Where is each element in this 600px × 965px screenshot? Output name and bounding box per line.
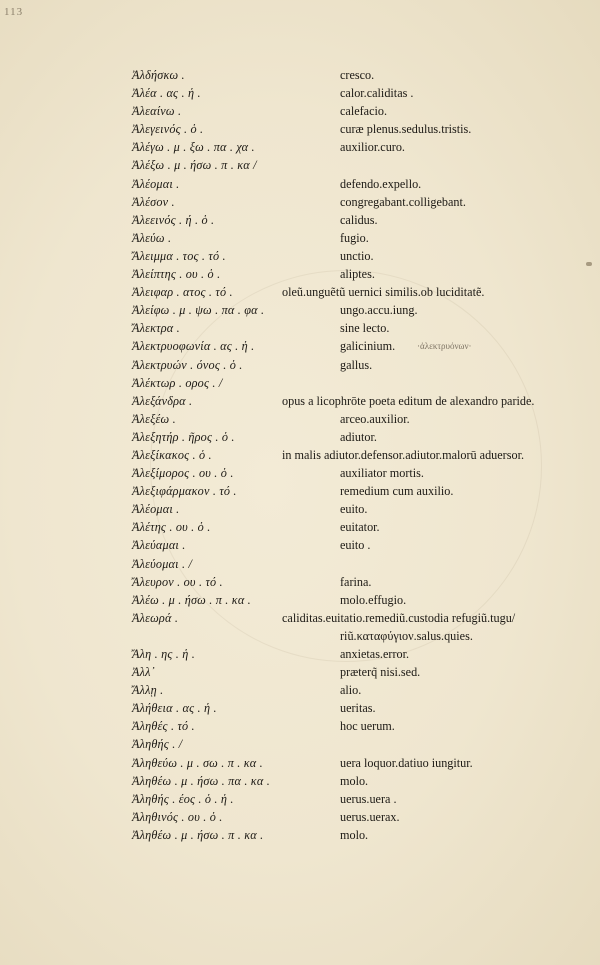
greek-headword: Ἀλέομαι . [132, 176, 180, 191]
greek-headword: Ἀλέκτωρ . ορος . / [132, 375, 223, 390]
greek-headword: Ἀλέγω . μ . ξω . πα . χα . [132, 140, 255, 155]
greek-headword: Ἀλείπτης . ου . ὁ . [132, 267, 221, 282]
dictionary-entry [132, 392, 592, 410]
greek-headword: Ἀλέα . ας . ἡ . [132, 86, 201, 101]
latin-gloss: oleũ.unguẽtũ uernici similis.ob luciditatẽ. [282, 285, 485, 300]
latin-gloss: remedium cum auxilio. [340, 484, 454, 499]
dictionary-entry [132, 446, 592, 464]
latin-gloss: uera loquor.datiuo iungitur. [340, 755, 473, 770]
dictionary-entry [132, 156, 592, 174]
greek-headword: Ἀλεαίνω . [132, 104, 182, 119]
latin-gloss: fugio. [340, 230, 369, 245]
greek-headword: Ἀλέτης . ου . ὁ . [132, 520, 211, 535]
greek-headword: Ἄλευρον . ου . τό . [132, 574, 223, 589]
latin-gloss: alio. [340, 683, 362, 698]
latin-gloss: opus a licophrōte poeta editum de alexandro paride. [282, 393, 535, 408]
dictionary-entry [132, 482, 592, 500]
dictionary-entry [132, 319, 592, 337]
dictionary-entry [132, 120, 592, 138]
latin-gloss: defendo.expello. [340, 176, 422, 191]
dictionary-entry [132, 681, 592, 699]
greek-headword: Ἀλέω . μ . ήσω . π . κα . [132, 592, 251, 607]
latin-gloss: anxietas.error. [340, 647, 410, 661]
greek-headword: Ἄλλῃ . [132, 683, 164, 698]
dictionary-entry [132, 337, 592, 355]
latin-gloss: molo.effugio. [340, 592, 407, 607]
latin-gloss: ueritas. [340, 701, 376, 716]
greek-headword: Ἀλέομαι . [132, 502, 180, 517]
greek-headword: Ἀληθέω . μ . ήσω . π . κα . [132, 827, 264, 842]
greek-headword: Ἀλεωρά . [132, 610, 179, 625]
greek-headword: Ἀλήθεια . ας . ἡ . [132, 701, 217, 716]
latin-gloss: auxiliator mortis. [340, 466, 424, 481]
greek-headword: Ἀλλ᾽ [132, 665, 155, 680]
dictionary-entry [132, 138, 592, 156]
dictionary-entry [132, 518, 592, 536]
latin-gloss: euitator. [340, 520, 380, 535]
greek-headword: Ἀλεεινός . ή . ὁ . [132, 212, 215, 227]
latin-gloss: in malis adiutor.defensor.adiutor.malorū aduersor. [282, 447, 525, 462]
dictionary-entry [132, 663, 592, 681]
latin-gloss: caliditas.euitatio.remediũ.custodia refugiũ.tugu/ [282, 610, 516, 625]
greek-headword: Ἀλέξω . μ . ήσω . π . κα / [132, 158, 257, 173]
greek-headword: Ἀλεύω . [132, 230, 172, 245]
greek-headword: Ἀλεξίμορος . ου . ὁ . [132, 466, 234, 481]
dictionary-entry [132, 500, 592, 518]
greek-headword: Ἀληθής . / [132, 737, 183, 752]
latin-gloss: cresco. [340, 68, 375, 82]
greek-headword: Ἀλεξιφάρμακον . τό . [132, 484, 237, 499]
latin-gloss: auxilior.curo. [340, 140, 405, 155]
greek-headword: Ἀλείφω . μ . ψω . πα . φα . [132, 303, 265, 318]
dictionary-entry [132, 84, 592, 102]
latin-gloss: molo. [340, 827, 369, 842]
dictionary-entry [132, 247, 592, 265]
dictionary-entry [132, 374, 592, 392]
latin-gloss: congregabant.colligebant. [340, 194, 466, 209]
dictionary-entry [132, 301, 592, 319]
latin-gloss: gallus. [340, 357, 373, 372]
greek-headword: Ἀληθέω . μ . ήσω . πα . κα . [132, 773, 270, 788]
dictionary-entry [132, 591, 592, 609]
latin-gloss: galicinium. [340, 339, 396, 354]
dictionary-entry [132, 826, 592, 844]
dictionary-entry [132, 428, 592, 446]
greek-headword: Ἀλδήσκω . [132, 68, 185, 82]
greek-headword: Ἄλειμμα . τος . τό . [132, 248, 226, 263]
dictionary-entry [132, 627, 592, 645]
dictionary-entry [132, 265, 592, 283]
dictionary-entry [132, 645, 592, 663]
latin-gloss: calefacio. [340, 104, 388, 119]
latin-gloss: riũ.καταφύγιον.salus.quies. [340, 628, 473, 643]
dictionary-entry [132, 609, 592, 627]
greek-headword: Ἀληθής . έος . ὁ . ἡ . [132, 791, 234, 806]
latin-gloss: molo. [340, 773, 369, 788]
dictionary-entry [132, 464, 592, 482]
folio-number: 113 [4, 6, 24, 18]
dictionary-entry [132, 356, 592, 374]
dictionary-entry [132, 410, 592, 428]
greek-headword: Ἄλη . ης . ἡ . [132, 647, 195, 661]
dictionary-entry [132, 229, 592, 247]
greek-headword: Ἀλεύαμαι . [132, 538, 186, 553]
dictionary-entry [132, 175, 592, 193]
dictionary-entry [132, 66, 592, 84]
latin-gloss: unctio. [340, 248, 374, 263]
latin-gloss: adiutor. [340, 429, 377, 444]
dictionary-entry [132, 790, 592, 808]
dictionary-entry [132, 772, 592, 790]
latin-gloss: euito . [340, 538, 371, 553]
greek-headword: Ἀλεξάνδρα . [132, 393, 193, 408]
greek-headword: Ἀλεκτρυών . όνος . ὁ . [132, 357, 243, 372]
greek-headword: Ἀληθεύω . μ . σω . π . κα . [132, 755, 263, 770]
latin-gloss: euito. [340, 502, 368, 517]
greek-headword: Ἀληθινός . ου . ὁ . [132, 809, 223, 824]
latin-gloss: ungo.accu.iung. [340, 303, 418, 318]
dictionary-entry [132, 211, 592, 229]
latin-gloss: hoc uerum. [340, 719, 395, 734]
greek-headword: Ἀλεγεινός . ὁ . [132, 122, 204, 137]
greek-headword: Ἄλεκτρα . [132, 321, 180, 336]
dictionary-entry [132, 102, 592, 120]
greek-headword: Ἀλεύομαι . / [132, 556, 193, 571]
dictionary-entry [132, 699, 592, 717]
dictionary-entry [132, 193, 592, 211]
latin-gloss: farina. [340, 574, 372, 589]
latin-gloss: uerus.uerax. [340, 809, 400, 824]
latin-gloss: curæ plenus.sedulus.tristis. [340, 122, 472, 137]
greek-headword: Ἀληθές . τό . [132, 719, 195, 734]
dictionary-entry [132, 717, 592, 735]
dictionary-entry [132, 573, 592, 591]
dictionary-entry [132, 754, 592, 772]
latin-gloss: sine lecto. [340, 321, 390, 336]
greek-headword: Ἀλεξέω . [132, 411, 176, 426]
greek-headword: Ἀλεξητήρ . ῆρος . ὁ . [132, 429, 235, 444]
latin-gloss: uerus.uera . [340, 791, 397, 806]
dictionary-entry [132, 735, 592, 753]
dictionary-entry [132, 808, 592, 826]
greek-headword: Ἀλειφαρ . ατος . τό . [132, 285, 233, 300]
latin-gloss: præterq̃ nisi.sed. [340, 665, 421, 680]
dictionary-entries [132, 66, 592, 844]
latin-gloss: calidus. [340, 212, 378, 227]
margin-note: ·ἀλεκτρυόνων· [417, 341, 472, 352]
latin-gloss: calor.caliditas . [340, 86, 414, 101]
greek-headword: Ἀλεξίκακος . ὁ . [132, 447, 212, 462]
dictionary-entry [132, 283, 592, 301]
dictionary-entry [132, 555, 592, 573]
greek-headword: Ἀλεκτρυοφωνία . ας . ἡ . [132, 339, 255, 354]
latin-gloss: aliptes. [340, 267, 375, 282]
dictionary-entry [132, 536, 592, 554]
greek-headword: Ἀλέσον . [132, 194, 175, 209]
latin-gloss: arceo.auxilior. [340, 411, 410, 426]
